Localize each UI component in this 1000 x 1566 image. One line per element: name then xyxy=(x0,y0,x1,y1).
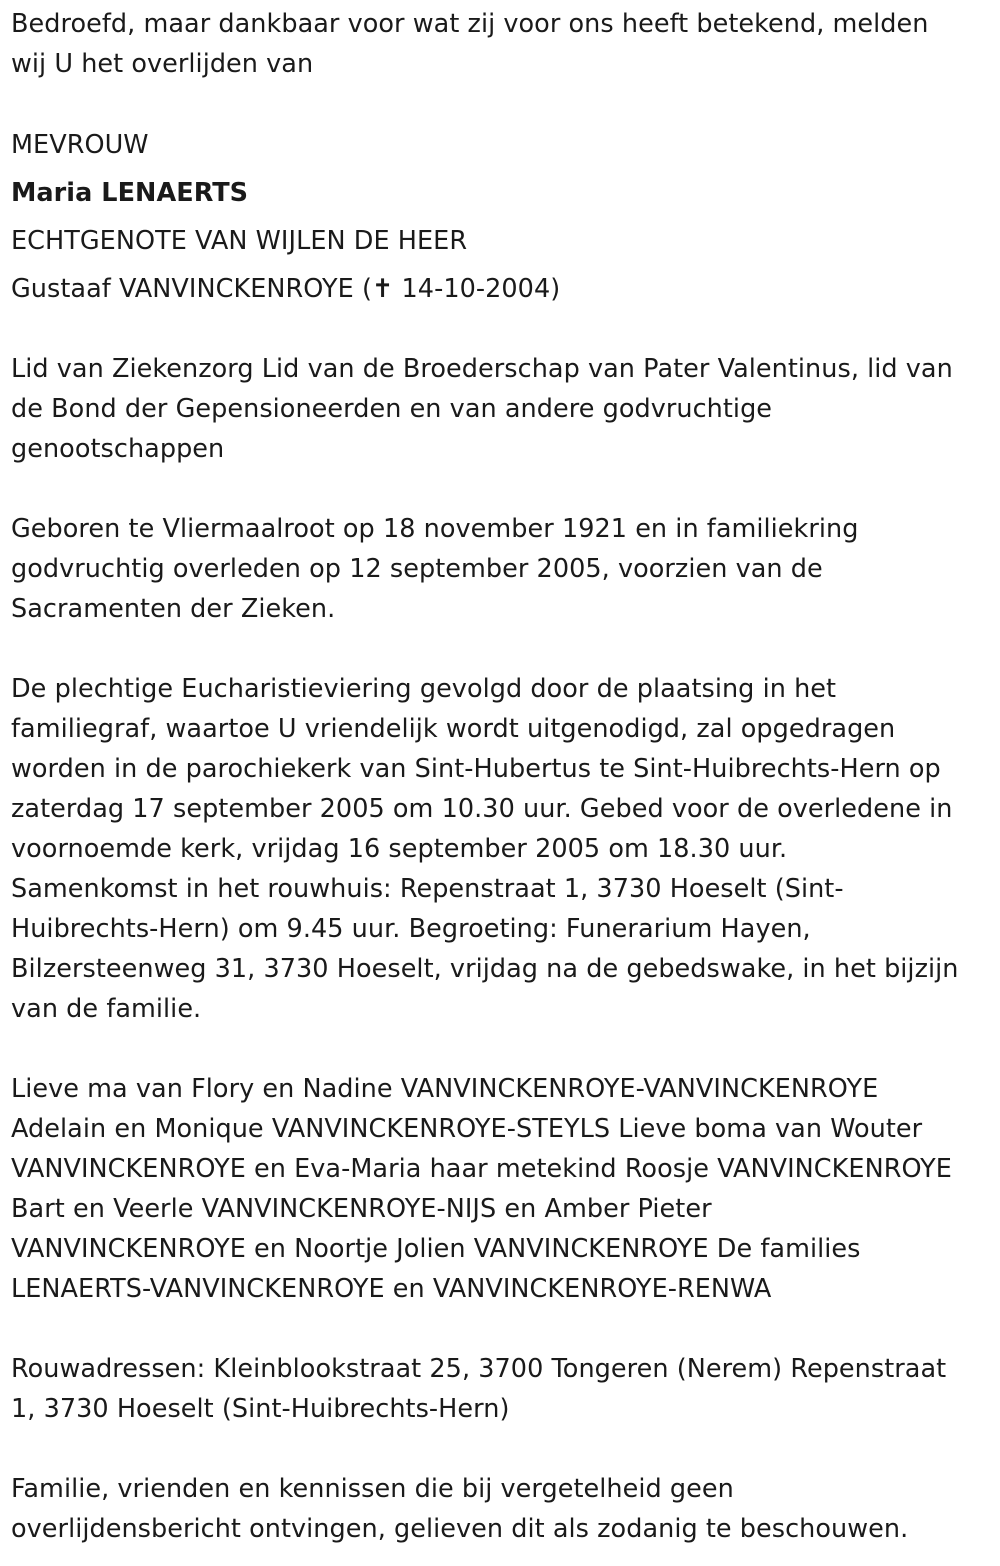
deceased-name: Maria LENAERTS xyxy=(11,178,249,208)
family-line: VANVINCKENROYE en Eva-Maria haar metekind Roosje VANVINCKENROYE xyxy=(11,1154,952,1184)
intro-line: Bedroefd, maar dankbaar voor wat zij voor ons heeft betekend, melden xyxy=(11,9,929,39)
family-line: Bart en Veerle VANVINCKENROYE-NIJS en Amber Pieter xyxy=(11,1194,712,1224)
birth-death-line: Sacramenten der Zieken. xyxy=(11,594,336,624)
closing-line: Familie, vrienden en kennissen die bij vergetelheid geen xyxy=(11,1474,734,1504)
closing-line: overlijdensbericht ontvingen, gelieven dit als zodanig te beschouwen. xyxy=(11,1514,909,1544)
memberships-line: genootschappen xyxy=(11,434,225,464)
birth-death-line: godvruchtig overleden op 12 september 2005, voorzien van de xyxy=(11,554,823,584)
intro-line: wij U het overlijden van xyxy=(11,49,314,79)
birth-death-line: Geboren te Vliermaalroot op 18 november 1921 en in familiekring xyxy=(11,514,859,544)
addresses-line: Rouwadressen: Kleinblookstraat 25, 3700 Tongeren (Nerem) Repenstraat xyxy=(11,1354,947,1384)
ceremony-line: zaterdag 17 september 2005 om 10.30 uur. Gebed voor de overledene in xyxy=(11,794,953,824)
family-line: LENAERTS-VANVINCKENROYE en VANVINCKENROYE-RENWA xyxy=(11,1274,772,1304)
title-line: MEVROUW xyxy=(11,130,149,160)
family-line: Lieve ma van Flory en Nadine VANVINCKENROYE-VANVINCKENROYE xyxy=(11,1074,879,1104)
ceremony-line: De plechtige Eucharistieviering gevolgd door de plaatsing in het xyxy=(11,674,837,704)
ceremony-line: Huibrechts-Hern) om 9.45 uur. Begroeting: Funerarium Hayen, xyxy=(11,914,811,944)
spouse-label: ECHTGENOTE VAN WIJLEN DE HEER xyxy=(11,226,468,256)
spouse-name: Gustaaf VANVINCKENROYE (✝ 14-10-2004) xyxy=(11,274,561,304)
ceremony-line: Samenkomst in het rouwhuis: Repenstraat 1, 3730 Hoeselt (Sint- xyxy=(11,874,844,904)
ceremony-line: Bilzersteenweg 31, 3730 Hoeselt, vrijdag na de gebedswake, in het bijzijn xyxy=(11,954,959,984)
ceremony-line: voornoemde kerk, vrijdag 16 september 2005 om 18.30 uur. xyxy=(11,834,788,864)
family-line: VANVINCKENROYE en Noortje Jolien VANVINCKENROYE De families xyxy=(11,1234,861,1264)
ceremony-line: familiegraf, waartoe U vriendelijk wordt uitgenodigd, zal opgedragen xyxy=(11,714,896,744)
addresses-line: 1, 3730 Hoeselt (Sint-Huibrechts-Hern) xyxy=(11,1394,510,1424)
ceremony-line: van de familie. xyxy=(11,994,202,1024)
ceremony-line: worden in de parochiekerk van Sint-Hubertus te Sint-Huibrechts-Hern op xyxy=(11,754,941,784)
family-line: Adelain en Monique VANVINCKENROYE-STEYLS Lieve boma van Wouter xyxy=(11,1114,923,1144)
memberships-line: Lid van Ziekenzorg Lid van de Broederschap van Pater Valentinus, lid van xyxy=(11,354,953,384)
memberships-line: de Bond der Gepensioneerden en van andere godvruchtige xyxy=(11,394,773,424)
